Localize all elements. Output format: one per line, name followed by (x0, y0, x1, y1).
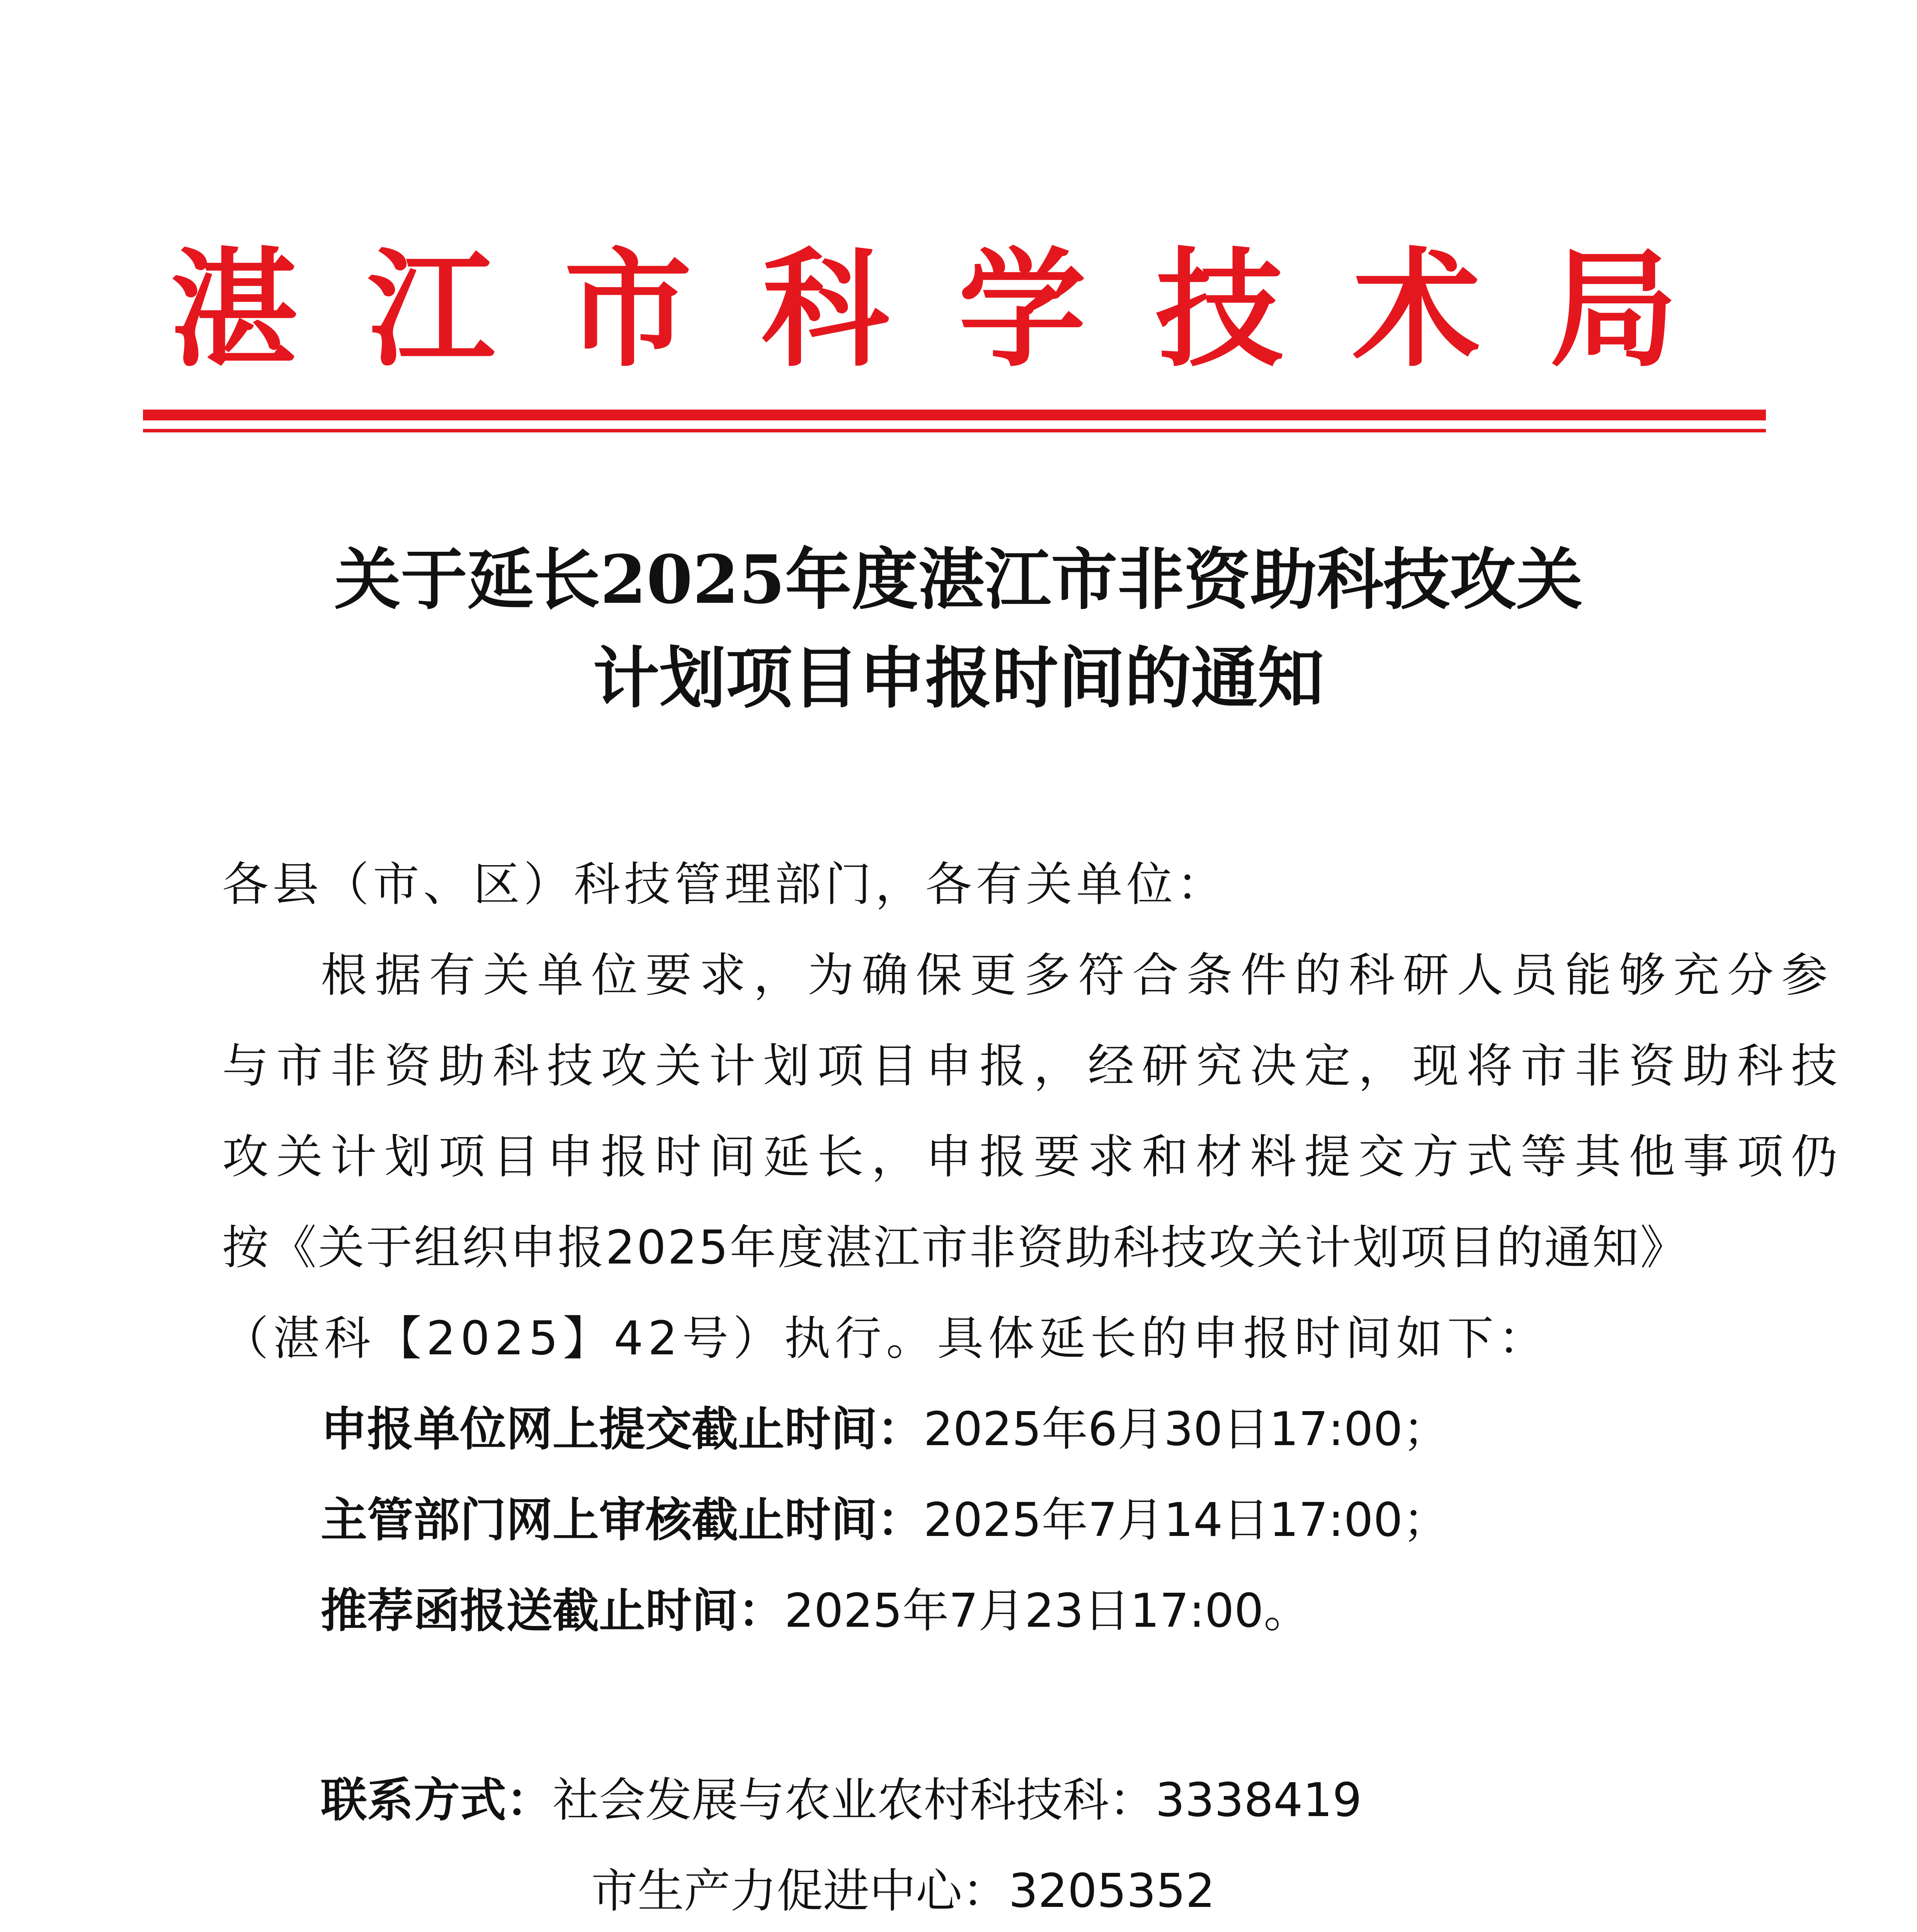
deadline-value: 2025年7月23日17:00。 (784, 1584, 1310, 1638)
contact-label: 联系方式： (321, 1774, 553, 1827)
contact-value: 社会发展与农业农村科技科：3338419 (553, 1774, 1362, 1827)
deadline-label: 申报单位网上提交截止时间： (321, 1403, 924, 1456)
header-rule-thick (143, 410, 1766, 420)
header-rule-thin (143, 429, 1766, 432)
deadline-label: 推荐函报送截止时间： (321, 1584, 784, 1638)
deadline-value: 2025年7月14日17:00； (924, 1493, 1449, 1547)
salutation: 各县（市、区）科技管理部门，各有关单位： (222, 858, 1227, 912)
body-paragraph-line: （湛科【2025】42号）执行。具体延长的申报时间如下： (222, 1312, 1550, 1366)
deadline-item (321, 1401, 1449, 1459)
body-paragraph-line: 与市非资助科技攻关计划项目申报，经研究决定，现将市非资助科技 (222, 1039, 1845, 1093)
body-paragraph-line: 攻关计划项目申报时间延长，申报要求和材料提交方式等其他事项仍 (222, 1130, 1845, 1184)
deadline-label: 主管部门网上审核截止时间： (321, 1493, 924, 1547)
deadline-value: 2025年6月30日17:00； (924, 1403, 1449, 1456)
contact-line-1 (321, 1772, 1362, 1830)
deadline-item (321, 1492, 1449, 1549)
masthead-issuer: 湛江市科学技术局 (170, 234, 1747, 384)
body-paragraph-line: 根据有关单位要求，为确保更多符合条件的科研人员能够充分参 (321, 949, 1835, 1002)
document-title-line-1: 关于延长2025年度湛江市非资助科技攻关 (334, 540, 1583, 619)
document-title-line-2: 计划项目申报时间的通知 (593, 639, 1324, 717)
contact-line-2: 市生产力促进中心：3205352 (591, 1864, 1215, 1918)
body-paragraph-line: 按《关于组织申报2025年度湛江市非资助科技攻关计划项目的通知》 (222, 1221, 1688, 1275)
deadline-item (321, 1582, 1310, 1640)
